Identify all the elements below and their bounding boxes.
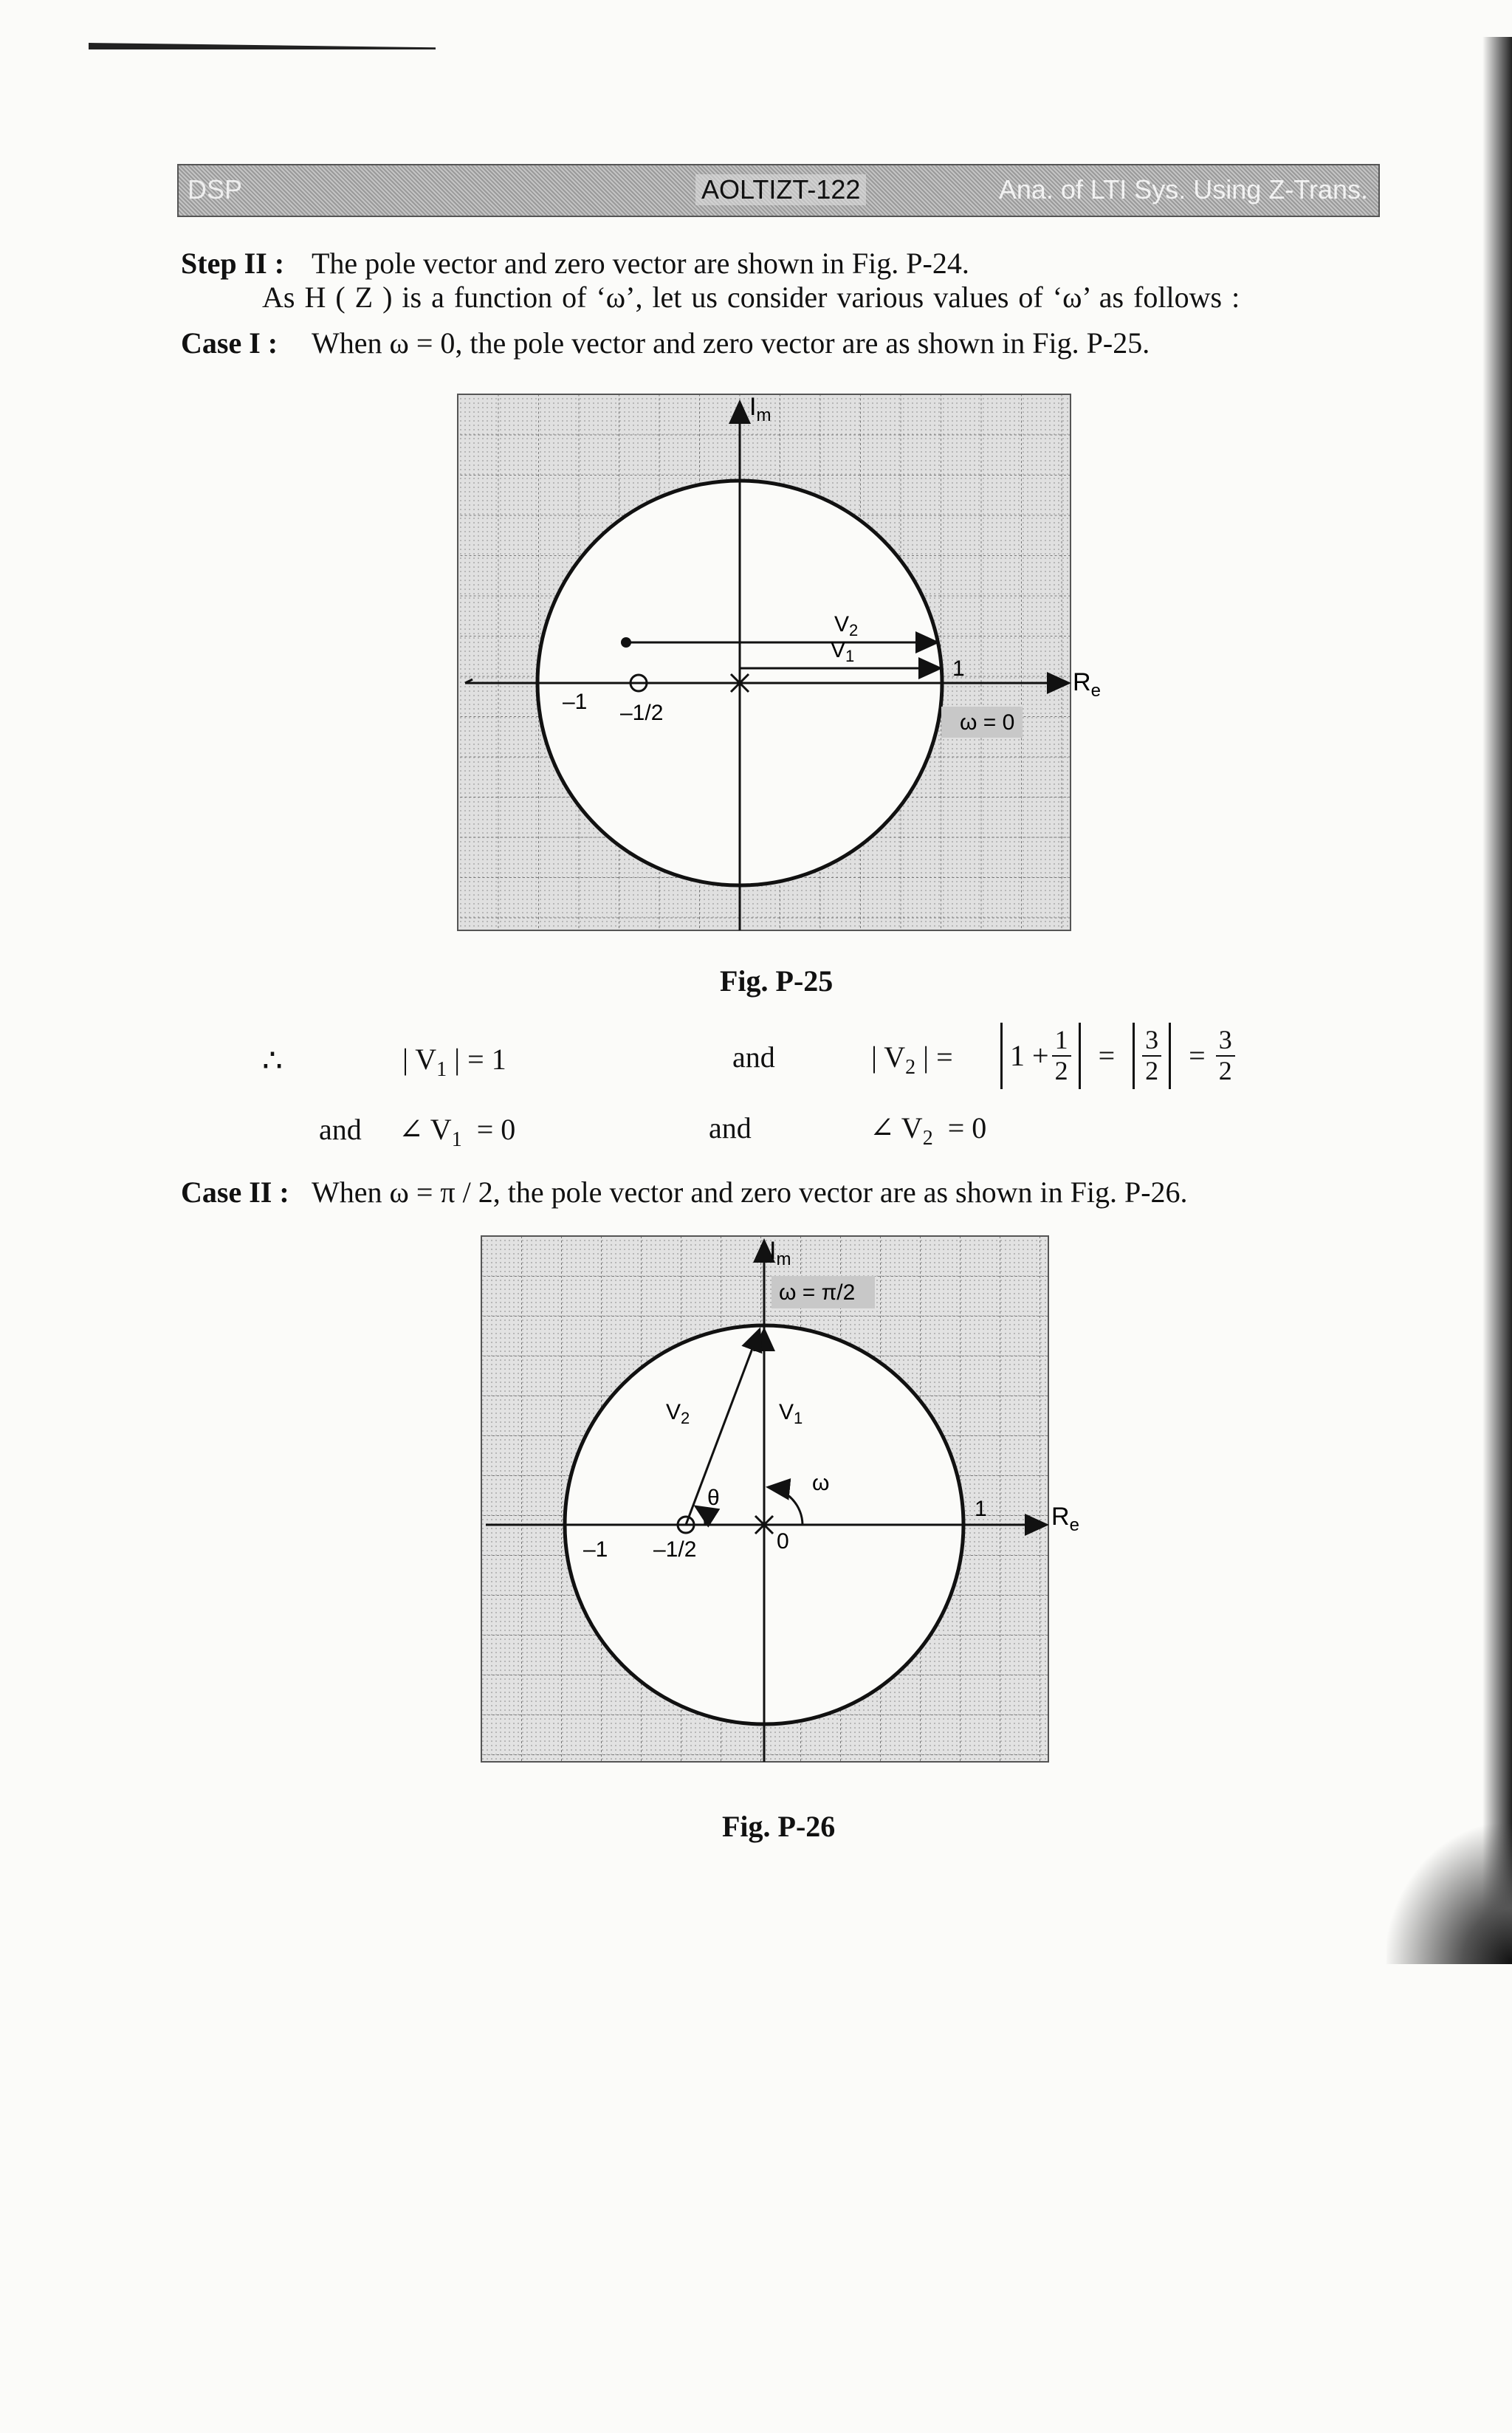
tick-minus-half: –1/2	[620, 701, 664, 725]
therefore-symbol: ∴	[262, 1043, 283, 1079]
running-header	[177, 164, 1380, 217]
intro-text: As H ( Z ) is a function of ‘ω’, let us consider various values of ‘ω’ as follows :	[262, 281, 1240, 314]
header-center: AOLTIZT-122	[695, 174, 866, 205]
corner-shadow	[1386, 1824, 1512, 1964]
tick-zero: 0	[777, 1529, 789, 1554]
tick-minus-one: –1	[563, 690, 588, 714]
v1-label: $V_1$	[831, 638, 855, 665]
case1-label: Case I :	[181, 326, 278, 360]
page-edge-shadow	[1482, 37, 1512, 1964]
re-label: $R_e$	[1073, 668, 1101, 701]
v1-label: $V_1$	[779, 1400, 803, 1427]
v2-label: $V_2$	[834, 612, 859, 639]
mag-v1: | $V_1$ | = 1	[402, 1043, 506, 1081]
re-label: $R_e$	[1051, 1503, 1079, 1535]
fig26-caption: Fig. P-26	[722, 1810, 836, 1843]
top-rule	[89, 43, 436, 49]
angle-v1: ∠ $V_1 = 0$	[399, 1113, 516, 1151]
case2-text: When ω = π / 2, the pole vector and zero vector are as shown in Fig. P-26.	[312, 1176, 1188, 1209]
and-1: and	[732, 1040, 775, 1074]
tick-minus-half: –1/2	[653, 1537, 697, 1562]
im-label: $I_m$	[769, 1237, 791, 1269]
angle-v2: ∠ $V_2 = 0$	[870, 1111, 987, 1150]
mag-v2: | $V_2$ | =	[871, 1040, 953, 1079]
tick-one: 1	[952, 656, 965, 681]
header-left: DSP	[188, 174, 243, 205]
step2-label: Step II :	[181, 247, 285, 280]
tick-one: 1	[975, 1497, 987, 1521]
figure-p25	[450, 384, 1101, 938]
case1-text: When ω = 0, the pole vector and zero vector are as shown in Fig. P-25.	[312, 326, 1150, 360]
step2-text: The pole vector and zero vector are shown in Fig. P-24.	[312, 247, 969, 280]
fig25-caption: Fig. P-25	[720, 964, 834, 998]
case2-label: Case II :	[181, 1176, 289, 1209]
figure-p26	[472, 1226, 1079, 1780]
tick-minus-one: –1	[583, 1537, 608, 1562]
omega-tag: ω = 0	[960, 710, 1015, 735]
v2-label: $V_2$	[666, 1400, 690, 1427]
and-2: and	[319, 1113, 362, 1146]
theta-label: θ	[707, 1486, 720, 1510]
im-label: $I_m$	[749, 393, 772, 425]
header-right: Ana. of LTI Sys. Using Z-Trans.	[998, 174, 1368, 205]
omega-label: ω	[812, 1471, 830, 1495]
omega-tag: ω = π/2	[779, 1280, 856, 1305]
mag-v2-expression: 1 + $\frac{1}{2}$ = $\frac{3}{2}$ = $\frac{3}{2}$	[993, 1023, 1235, 1089]
and-3: and	[709, 1111, 752, 1145]
